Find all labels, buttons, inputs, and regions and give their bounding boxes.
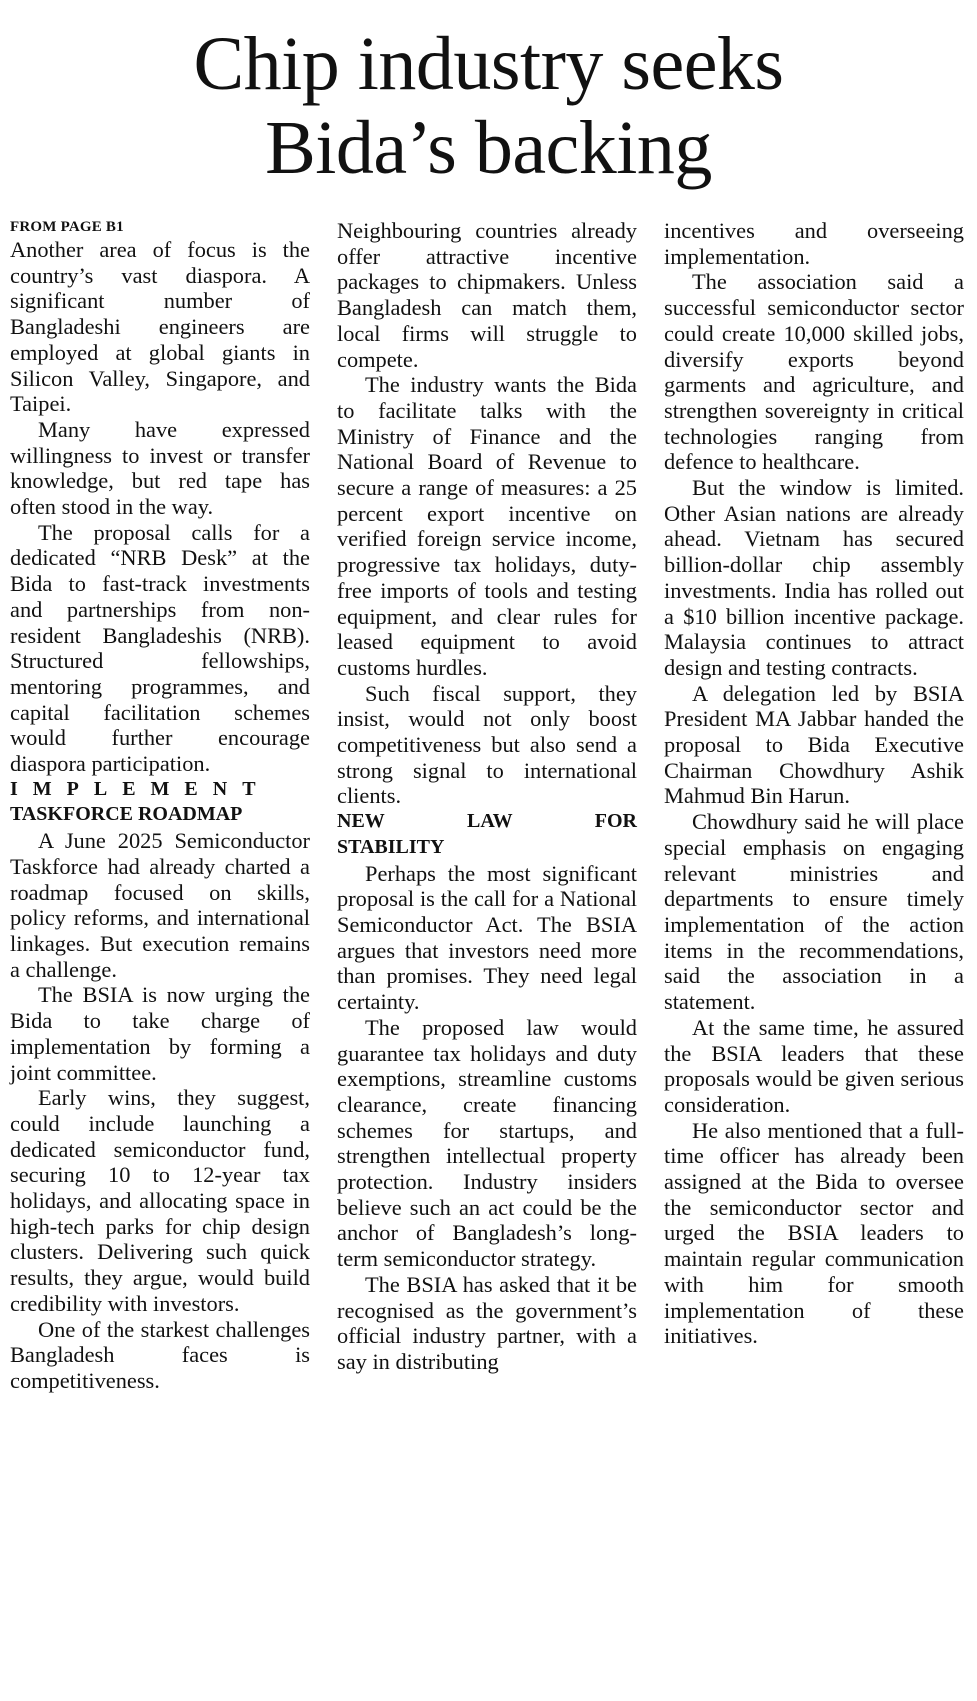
subhead-new-law: NEW LAW FOR [337, 810, 637, 833]
paragraph: The industry wants the Bida to facilitate talks with the Ministry of Finance and the National Board of Revenue to secure a range of measures: a 25 percent export incentive on verified foreign service income, progressive tax holidays, duty-free imports of tools and testing equipment, and clear rules for leased equipment to avoid customs hurdles. [337, 372, 637, 680]
column-3 [664, 218, 964, 1349]
kicker: FROM PAGE B1 [10, 219, 124, 235]
paragraph: He also mentioned that a full-time officer has already been assigned at the Bida to oversee the semiconductor sector and urged the BSIA leaders to maintain regular communication with him for smooth implementation of these initiatives. [664, 1117, 964, 1349]
paragraph: But the window is limited. Other Asian nations are already ahead. Vietnam has secured billion-dollar chip assembly investments. India has rolled out a $10 billion incentive package. Malaysia continues to attract design and testing contracts. [664, 475, 964, 680]
paragraph: The association said a successful semiconductor sector could create 10,000 skilled jobs, diversify exports beyond garments and agriculture, and strengthen sovereignty in critical technologies ranging from defence to healthcare. [664, 269, 964, 475]
headline [0, 22, 977, 190]
paragraph: Chowdhury said he will place special emphasis on engaging relevant ministries and departments to ensure timely implementation of the action items in the recommendations, said the association in a statement. [664, 809, 964, 1015]
subhead-implement: IMPLEMENT [10, 777, 271, 800]
paragraph: The proposed law would guarantee tax holidays and duty exemptions, streamline customs clearance, create financing schemes for startups, and strengthen intellectual property protection. Industry insiders believe such an act could be the anchor of Bangladesh’s long-term semiconductor strategy. [337, 1014, 637, 1272]
subhead-taskforce-roadmap: TASKFORCE ROADMAP [10, 803, 243, 826]
paragraph: Another area of focus is the country’s vast diaspora. A significant number of Bangladeshi engineers are employed at global giants in Silicon Valley, Singapore, and Taipei. [10, 237, 310, 417]
paragraph: Many have expressed willingness to invest or transfer knowledge, but red tape has often stood in the way. [10, 416, 310, 520]
paragraph: One of the starkest challenges Bangladesh faces is competitiveness. [10, 1316, 310, 1393]
paragraph: Such fiscal support, they insist, would not only boost competitiveness but also send a strong signal to international clients. [337, 680, 637, 809]
column-1 [10, 218, 310, 1394]
column-2 [337, 218, 637, 1375]
paragraph: The BSIA is now urging the Bida to take charge of implementation by forming a joint committee. [10, 982, 310, 1085]
subhead-stability: STABILITY [337, 835, 445, 858]
paragraph: At the same time, he assured the BSIA leaders that these proposals would be given serious consideration. [664, 1014, 964, 1117]
paragraph: Early wins, they suggest, could include launching a dedicated semiconductor fund, securing 10 to 12-year tax holidays, and allocating space in high-tech parks for chip design clusters. Delivering such quick results, they argue, would build credibility with investors. [10, 1085, 310, 1316]
headline-line-2: Bida’s backing [265, 106, 712, 190]
headline-line-1: Chip industry seeks [193, 22, 784, 106]
paragraph: A June 2025 Semiconductor Taskforce had already charted a roadmap focused on skills, policy reforms, and international linkages. But execution remains a challenge. [10, 828, 310, 982]
paragraph: incentives and overseeing implementation. [664, 218, 964, 269]
paragraph: The BSIA has asked that it be recognised as the government’s official industry partner, with a say in distributing [337, 1271, 637, 1374]
paragraph: Perhaps the most significant proposal is the call for a National Semiconductor Act. The BSIA argues that investors need more than promises. They need legal certainty. [337, 860, 637, 1015]
paragraph: A delegation led by BSIA President MA Jabbar handed the proposal to Bida Executive Chairman Chowdhury Ashik Mahmud Bin Harun. [664, 680, 964, 809]
paragraph: The proposal calls for a dedicated “NRB Desk” at the Bida to fast-track investments and partnerships from non-resident Bangladeshis (NRB). Structured fellowships, mentoring programmes, and capital facilitation schemes would further encourage diaspora participation. [10, 519, 310, 777]
article-body [10, 218, 967, 1698]
paragraph: Neighbouring countries already offer attractive incentive packages to chipmakers. Unless Bangladesh can match them, local firms will struggle to compete. [337, 218, 637, 372]
